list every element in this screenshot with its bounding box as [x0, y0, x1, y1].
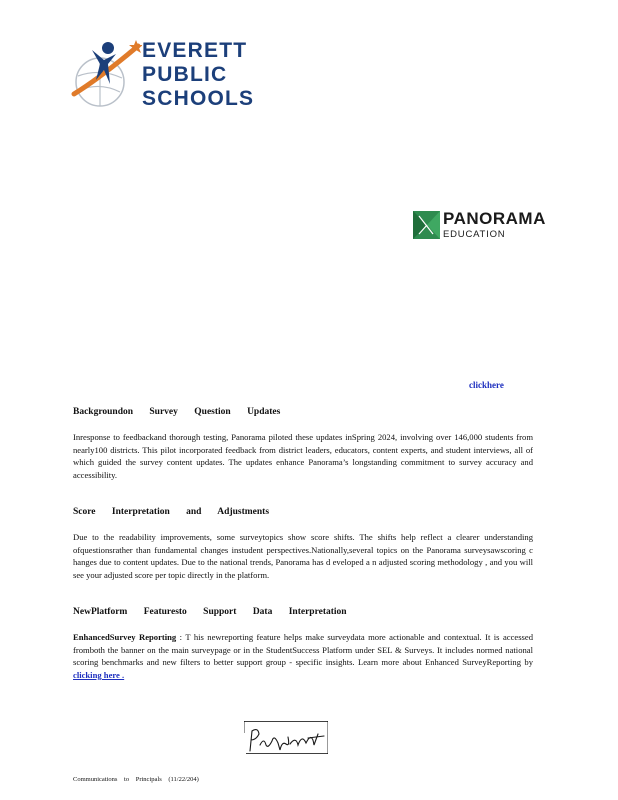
section-heading-score-interpretation: Score Interpretation and Adjustments	[73, 507, 270, 517]
everett-public-schools-logo	[70, 34, 255, 114]
logo-text-schools: SCHOOLS	[142, 87, 255, 110]
logo-text-public: PUBLIC	[142, 63, 228, 86]
section-paragraph-background	[73, 431, 533, 481]
signature-icon	[244, 721, 328, 754]
panorama-mark-icon	[413, 211, 440, 239]
section-paragraph-score-interpretation	[73, 531, 533, 581]
new-platform-paragraph-text: : T his newreporting feature helps make surveydata more actionable and contextual. It is accessed fromboth the banner on the main surveypage or in the StudentSuccess Platform under SEL & Surveys. It includes normed national scoring benchmarks and new filters to better support group - specific insights. Learn more about Enhanced SurveyReporting by	[73, 632, 534, 668]
panorama-logo-name: PANORAMA	[443, 209, 546, 228]
section-heading-background: Backgroundon Survey Question Updates	[73, 407, 281, 417]
panorama-logo-sub: EDUCATION	[443, 229, 506, 240]
logo-mark-icon	[70, 34, 142, 114]
score-interpretation-paragraph-text: Due to the readability improvements, some surveytopics show score shifts. The shifts help reflect a clearer understanding ofquestionsrather than fundamental changes instudent perspectives.Nationally,several topics on the Panorama surveysawscoring c hanges due to content updates. Due to the national trends, Panorama has d eveloped a n adjusted scoring methodology , and you will see your adjusted score per topic directly in the platform.	[73, 532, 533, 580]
background-paragraph-text: Inresponse to feedbackand thorough testing, Panorama piloted these updates inSpring 2024, involving over 146,000 students from nearly100 districts. This pilot incorporated feedback from district leaders, educators, content experts, and student interviews, all of which guided the survey content updates. The updates enhance Panorama’s longstanding commitment to survey accuracy and accessibility.	[73, 432, 533, 480]
panorama-education-logo	[413, 209, 553, 241]
clicking-here-link[interactable]: clicking here .	[73, 669, 125, 680]
enhanced-survey-reporting-lead: EnhancedSurvey Reporting	[73, 632, 177, 642]
section-heading-new-platform: NewPlatform Featuresto Support Data Interpretation	[73, 607, 347, 617]
handwritten-signature	[244, 721, 328, 754]
click-here-link[interactable]: clickhere	[469, 380, 504, 390]
section-paragraph-new-platform	[73, 631, 533, 681]
footer-text: Communications to Principals (11/22/204)	[73, 776, 199, 783]
logo-text-everett: EVERETT	[142, 39, 248, 62]
